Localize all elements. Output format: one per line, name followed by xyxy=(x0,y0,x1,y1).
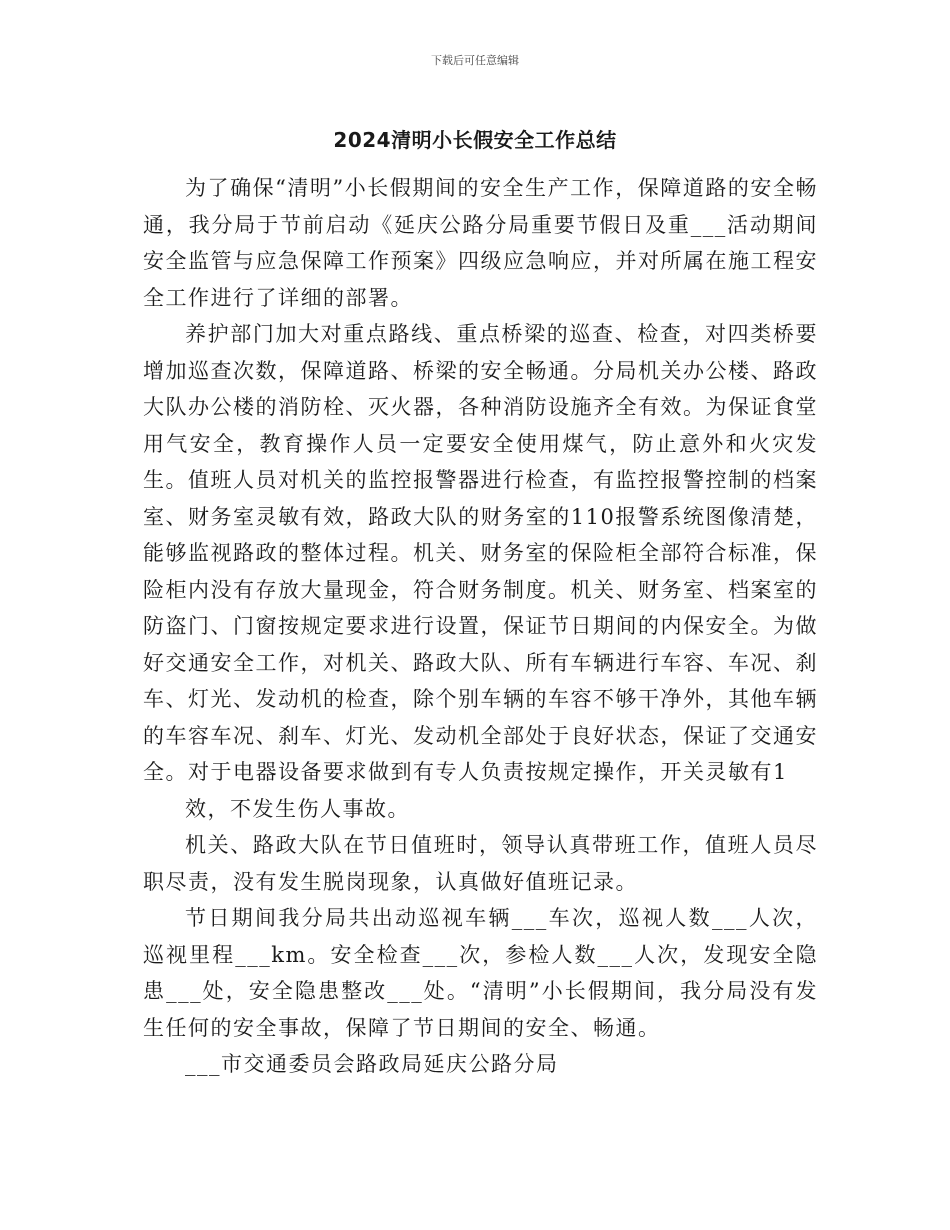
paragraph-duty: 机关、路政大队在节日值班时，领导认真带班工作，值班人员尽职尽责，没有发生脱岗现象，认真做好值班记录。 xyxy=(143,833,818,894)
paragraph-signature: ___市交通委员会路政局延庆公路分局 xyxy=(185,1052,559,1076)
document-title: 2024清明小长假安全工作总结 xyxy=(333,128,617,152)
paragraph-statistics: 节日期间我分局共出动巡视车辆___车次，巡视人数___人次，巡视里程___km。安全检查___次，参检人数___人次，发现安全隐患___处，安全隐患整改___处。“清明”小长假期间，我分局没有发生任何的安全事故，保障了节日期间的安全、畅通。 xyxy=(143,906,818,1040)
paragraph-intro: 为了确保“清明”小长假期间的安全生产工作，保障道路的安全畅通，我分局于节前启动《延庆公路分局重要节假日及重___活动期间安全监管与应急保障工作预案》四级应急响应，并对所属在施工程安全工作进行了详细的部署。 xyxy=(143,176,818,310)
paragraph-continuation: 效，不发生伤人事故。 xyxy=(185,796,410,821)
header-note: 下载后可任意编辑 xyxy=(431,54,519,67)
paragraph-inspection: 养护部门加大对重点路线、重点桥梁的巡查、检查，对四类桥要增加巡查次数，保障道路、桥梁的安全畅通。分局机关办公楼、路政大队办公楼的消防栓、灭火器，各种消防设施齐全有效。为保证食堂用气安全，教育操作人员一定要安全使用煤气，防止意外和火灾发生。值班人员对机关的监控报警器进行检查，有监控报警控制的档案室、财务室灵敏有效，路政大队的财务室的110报警系统图像清楚，能够监视路政的整体过程。机关、财务室的保险柜全部符合标准，保险柜内没有存放大量现金，符合财务制度。机关、财务室、档案室的防盗门、门窗按规定要求进行设置，保证节日期间的内保安全。为做好交通安全工作，对机关、路政大队、所有车辆进行车容、车况、刹车、灯光、发动机的检查，除个别车辆的车容不够干净外，其他车辆的车容车况、刹车、灯光、发动机全部处于良好状态，保证了交通安全。对于电器设备要求做到有专人负责按规定操作，开关灵敏有1 xyxy=(143,322,818,784)
document-body xyxy=(143,170,818,1083)
